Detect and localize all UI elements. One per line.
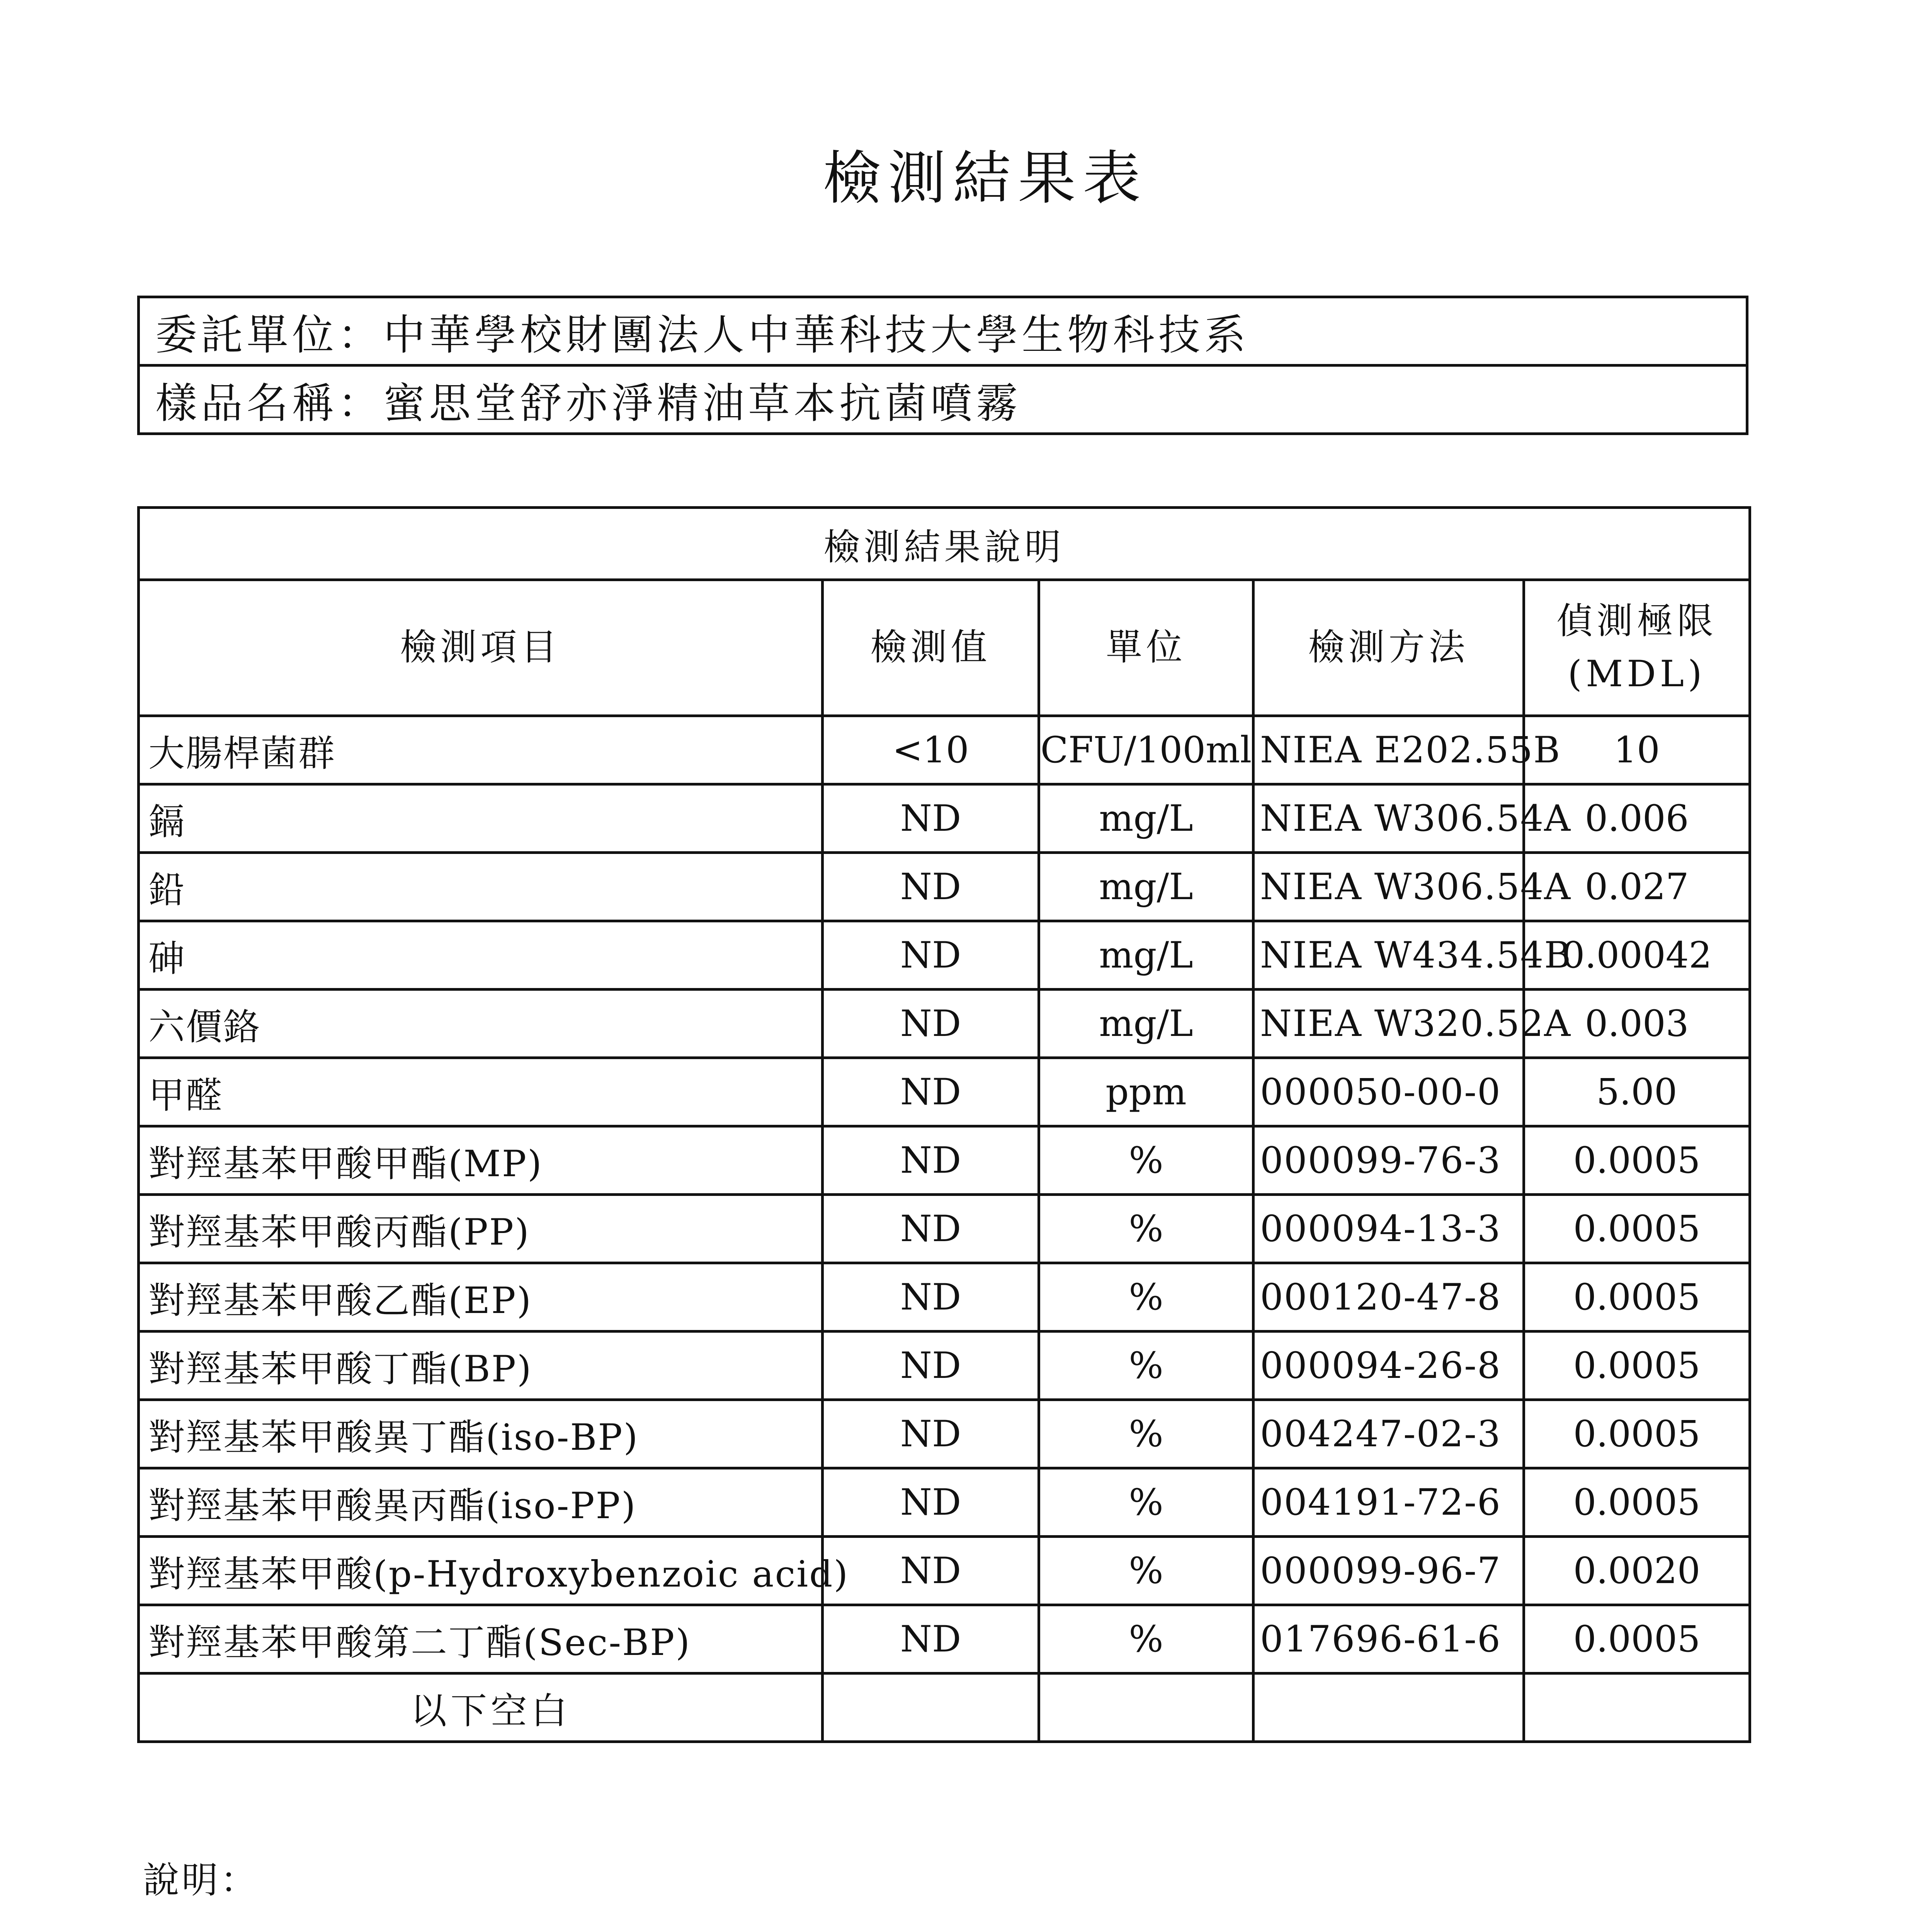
blank-cell — [1524, 1673, 1750, 1742]
result-method: 000099-96-7 — [1253, 1537, 1524, 1605]
result-item: 砷 — [139, 921, 823, 990]
result-row — [139, 784, 1750, 853]
result-row — [139, 1195, 1750, 1263]
result-mdl: 0.00042 — [1524, 921, 1750, 990]
result-row — [139, 1058, 1750, 1126]
result-method: NIEA W306.54A — [1253, 853, 1524, 921]
result-item: 大腸桿菌群 — [139, 716, 823, 784]
result-method: 017696-61-6 — [1253, 1605, 1524, 1673]
result-row — [139, 1537, 1750, 1605]
result-unit: % — [1039, 1332, 1253, 1400]
document-title: 檢測結果表 — [823, 145, 1148, 212]
result-mdl: 0.0005 — [1524, 1332, 1750, 1400]
result-item: 對羥基苯甲酸甲酯(MP) — [139, 1126, 823, 1195]
result-value: ND — [823, 1195, 1039, 1263]
result-mdl: 10 — [1524, 716, 1750, 784]
result-value: ND — [823, 921, 1039, 990]
result-value: ND — [823, 1400, 1039, 1468]
notes-section — [143, 1851, 1804, 1932]
result-value: ND — [823, 1058, 1039, 1126]
result-mdl: 0.0005 — [1524, 1126, 1750, 1195]
note-item — [143, 1926, 1804, 1932]
result-mdl: 0.0005 — [1524, 1468, 1750, 1537]
result-unit: ppm — [1039, 1058, 1253, 1126]
results-caption-row — [139, 508, 1750, 580]
client-value: 中華學校財團法人中華科技大學生物科技系 — [383, 311, 1250, 359]
header-value: 檢測值 — [823, 580, 1039, 716]
result-value: <10 — [823, 716, 1039, 784]
result-method: 000094-13-3 — [1253, 1195, 1524, 1263]
result-method: 000094-26-8 — [1253, 1332, 1524, 1400]
header-item: 檢測項目 — [139, 580, 823, 716]
result-unit: mg/L — [1039, 853, 1253, 921]
result-row — [139, 990, 1750, 1058]
result-value: ND — [823, 784, 1039, 853]
sample-label: 樣品名稱： — [155, 379, 384, 428]
results-table — [137, 506, 1751, 1743]
blank-row — [139, 1673, 1750, 1742]
result-item: 六價鉻 — [139, 990, 823, 1058]
sample-cell — [139, 366, 1747, 434]
result-item: 對羥基苯甲酸異丁酯(iso-BP) — [139, 1400, 823, 1468]
result-method: 004247-02-3 — [1253, 1400, 1524, 1468]
notes-title: 說明： — [143, 1859, 259, 1901]
result-item: 對羥基苯甲酸(p-Hydroxybenzoic acid) — [139, 1537, 823, 1605]
result-value: ND — [823, 1126, 1039, 1195]
result-unit: % — [1039, 1537, 1253, 1605]
result-row — [139, 921, 1750, 990]
result-method: NIEA W320.52A — [1253, 990, 1524, 1058]
result-item: 對羥基苯甲酸乙酯(EP) — [139, 1263, 823, 1332]
results-caption: 檢測結果說明 — [139, 508, 1750, 580]
result-item: 對羥基苯甲酸異丙酯(iso-PP) — [139, 1468, 823, 1537]
result-mdl: 0.0005 — [1524, 1605, 1750, 1673]
result-unit: CFU/100ml — [1039, 716, 1253, 784]
result-method: 000050-00-0 — [1253, 1058, 1524, 1126]
result-mdl: 0.0005 — [1524, 1400, 1750, 1468]
result-item: 對羥基苯甲酸丙酯(PP) — [139, 1195, 823, 1263]
result-method: NIEA W434.54B — [1253, 921, 1524, 990]
blank-cell — [823, 1673, 1039, 1742]
header-mdl — [1524, 580, 1750, 716]
result-unit: % — [1039, 1195, 1253, 1263]
result-value: ND — [823, 1332, 1039, 1400]
result-value: ND — [823, 1537, 1039, 1605]
result-mdl: 0.0020 — [1524, 1537, 1750, 1605]
blank-cell — [1253, 1673, 1524, 1742]
result-unit: mg/L — [1039, 990, 1253, 1058]
sample-value: 蜜思堂舒亦淨精油草本抗菌噴霧 — [383, 379, 1022, 428]
result-unit: % — [1039, 1468, 1253, 1537]
result-row — [139, 716, 1750, 784]
sample-info-table — [137, 296, 1748, 435]
result-item: 甲醛 — [139, 1058, 823, 1126]
result-unit: % — [1039, 1605, 1253, 1673]
result-row — [139, 853, 1750, 921]
result-mdl: 5.00 — [1524, 1058, 1750, 1126]
result-unit: % — [1039, 1400, 1253, 1468]
result-value: ND — [823, 1605, 1039, 1673]
result-value: ND — [823, 853, 1039, 921]
result-method: 000099-76-3 — [1253, 1126, 1524, 1195]
client-cell — [139, 297, 1747, 366]
result-row — [139, 1605, 1750, 1673]
result-value: ND — [823, 1263, 1039, 1332]
result-method: 000120-47-8 — [1253, 1263, 1524, 1332]
result-item: 對羥基苯甲酸丁酯(BP) — [139, 1332, 823, 1400]
result-mdl: 0.0005 — [1524, 1263, 1750, 1332]
client-row — [139, 297, 1747, 366]
result-value: ND — [823, 1468, 1039, 1537]
blank-cell — [1039, 1673, 1253, 1742]
result-method: 004191-72-6 — [1253, 1468, 1524, 1537]
results-body — [139, 716, 1750, 1673]
result-mdl: 0.0005 — [1524, 1195, 1750, 1263]
results-header-row — [139, 580, 1750, 716]
result-unit: % — [1039, 1126, 1253, 1195]
sample-row — [139, 366, 1747, 434]
header-method: 檢測方法 — [1253, 580, 1524, 716]
result-mdl: 0.027 — [1524, 853, 1750, 921]
result-row — [139, 1400, 1750, 1468]
result-value: ND — [823, 990, 1039, 1058]
result-row — [139, 1126, 1750, 1195]
result-row — [139, 1263, 1750, 1332]
result-unit: % — [1039, 1263, 1253, 1332]
header-mdl-line1: 偵測極限 — [1556, 600, 1717, 643]
blank-row-label: 以下空白 — [139, 1673, 823, 1742]
result-unit: mg/L — [1039, 921, 1253, 990]
result-item: 鎘 — [139, 784, 823, 853]
header-unit: 單位 — [1039, 580, 1253, 716]
result-mdl: 0.003 — [1524, 990, 1750, 1058]
result-item: 鉛 — [139, 853, 823, 921]
result-item: 對羥基苯甲酸第二丁酯(Sec-BP) — [139, 1605, 823, 1673]
result-mdl: 0.006 — [1524, 784, 1750, 853]
result-method: NIEA E202.55B — [1253, 716, 1524, 784]
result-row — [139, 1332, 1750, 1400]
result-method: NIEA W306.54A — [1253, 784, 1524, 853]
result-unit: mg/L — [1039, 784, 1253, 853]
result-row — [139, 1468, 1750, 1537]
header-mdl-line2: (MDL) — [1568, 653, 1706, 695]
client-label: 委託單位： — [155, 311, 384, 359]
